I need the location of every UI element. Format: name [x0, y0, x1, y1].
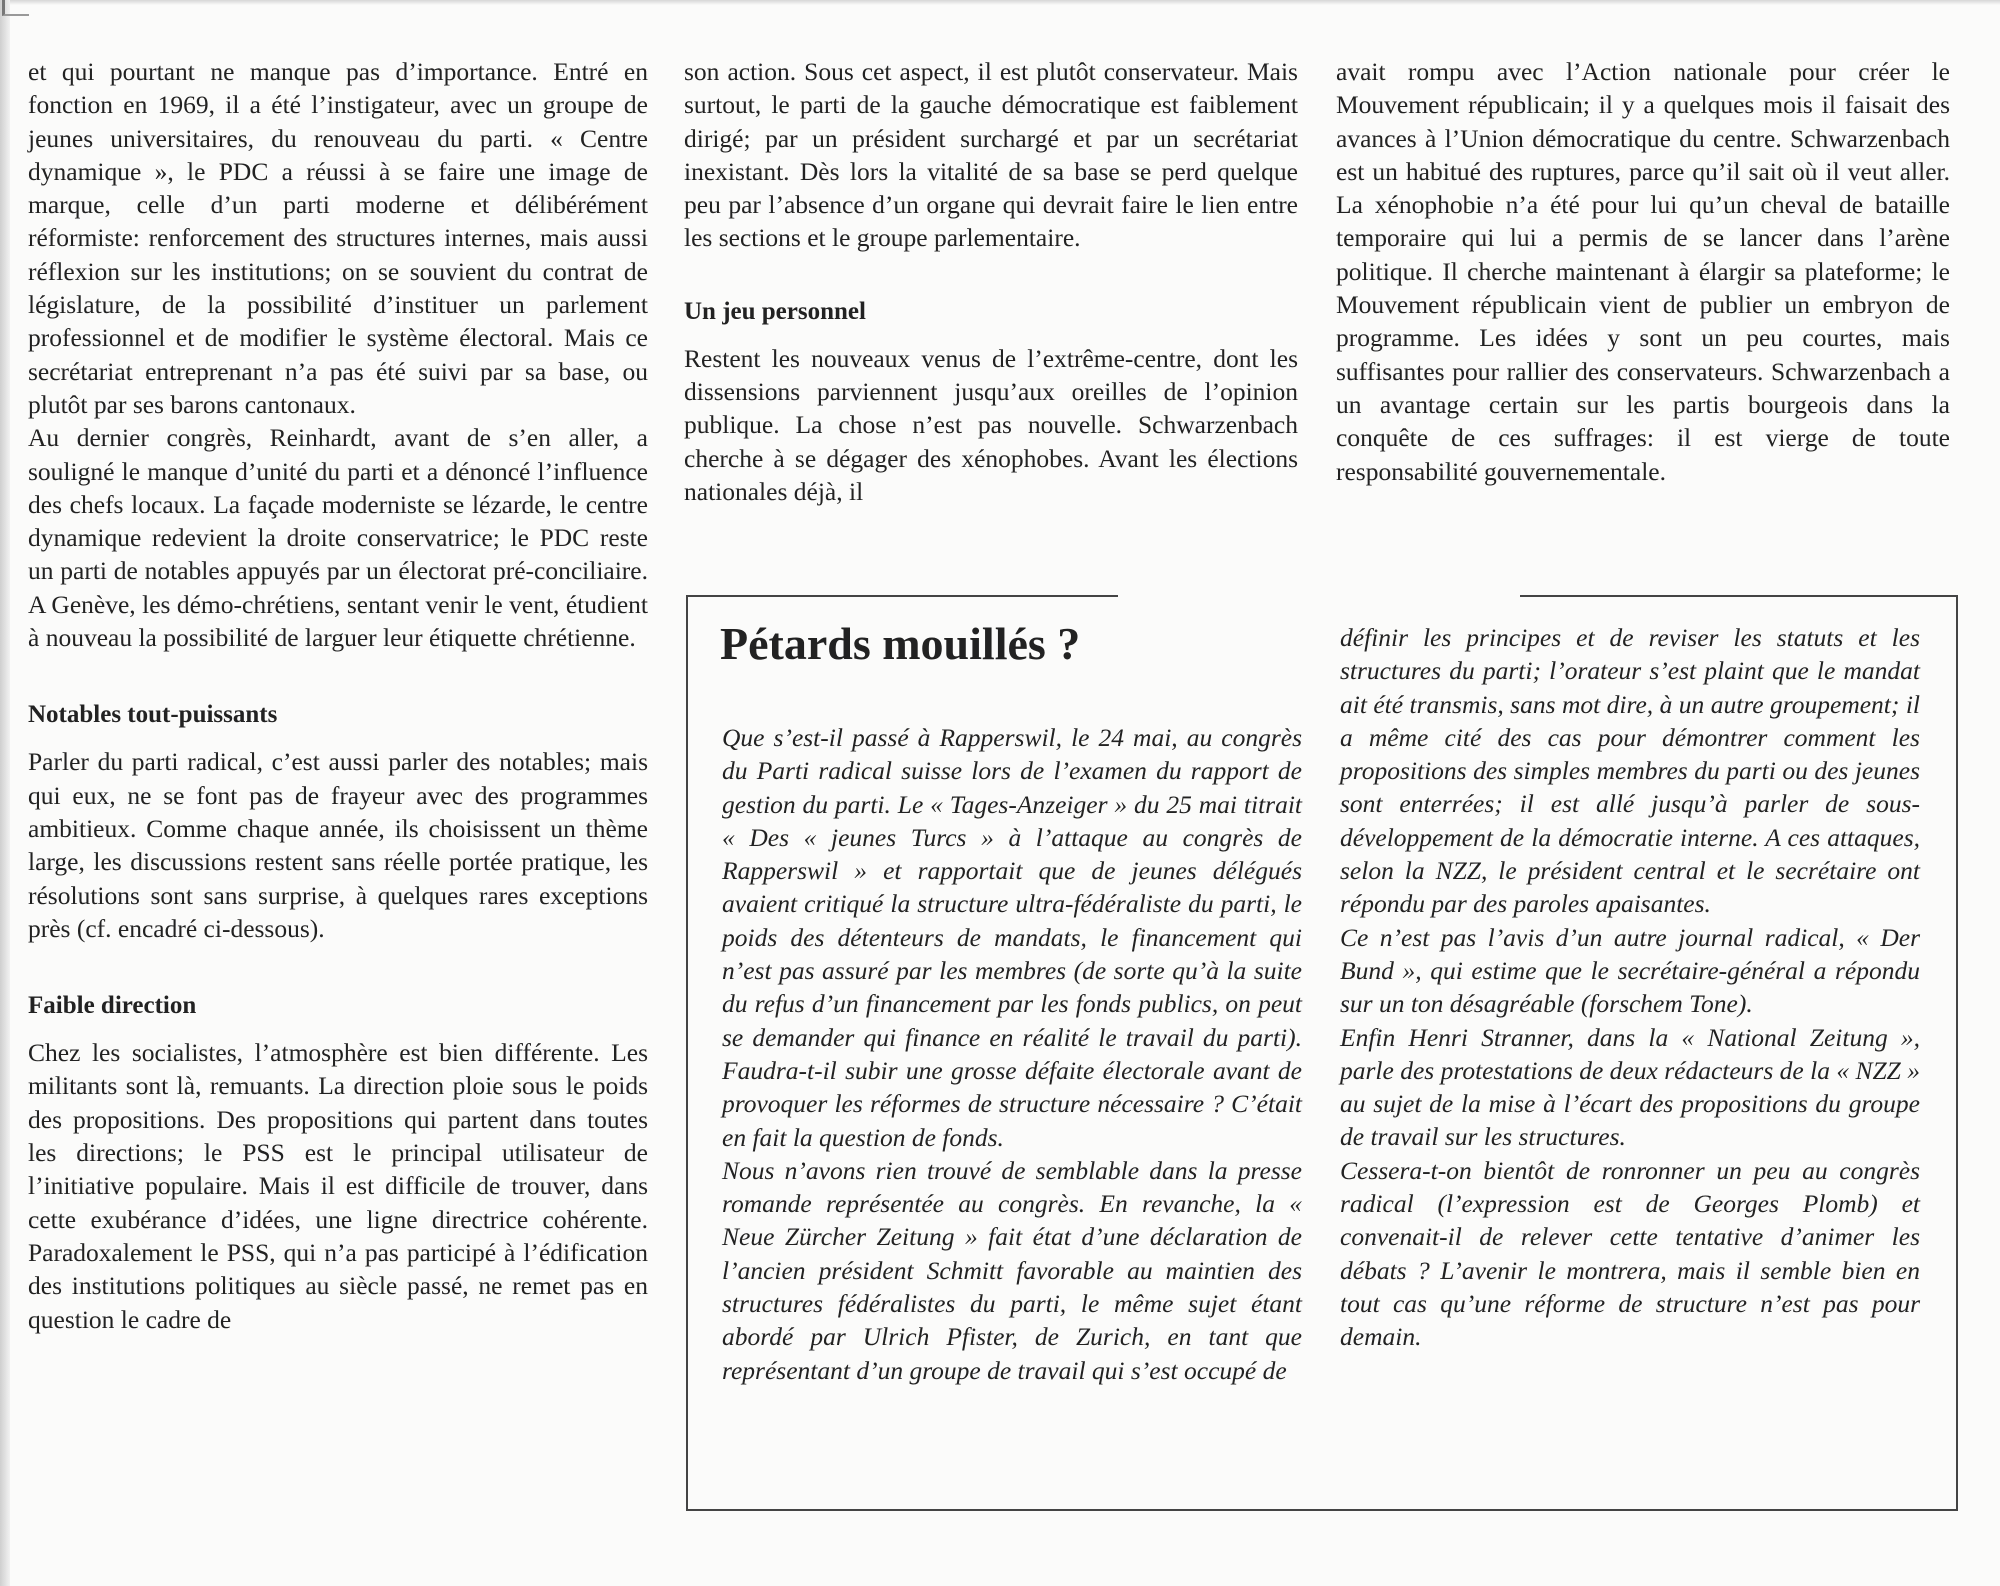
- sidebar-box-column-left: [722, 721, 1302, 1387]
- sidebar-box-title: Pétards mouillés ?: [720, 618, 1081, 669]
- paragraph: et qui pourtant ne manque pas d’importance. Entré en fonction en 1969, il a été l’instigateur, avec un groupe de jeunes universitaires, du renouveau du parti. « Centre dynamique », le PDC a réussi à se faire une image de marque, celle d’un parti moderne et délibérément réformiste: renforcement des structures internes, mais aussi réflexion sur les institutions; on se souvient du contrat de législature, de la possibilité d’instituer un parlement professionnel et de modifier le système électoral. Mais ce secrétariat entreprenant n’a pas été suivi par sa base, ou plutôt par ses barons cantonaux.: [28, 57, 648, 419]
- paragraph: définir les principes et de reviser les statuts et les structures du parti; l’orateur s’est plaint que le mandat ait été transmis, sans mot dire, à un autre groupement; il a même cité des cas pour démontrer comment les propositions des simples membres du parti ou des jeunes sont enterrées; il est allé jusqu’à parler de sous-développement de la démocratie interne. A ces attaques, selon la NZZ, le président central et le secrétaire ont répondu par des paroles apaisantes.: [1340, 623, 1920, 919]
- paragraph: Cessera-t-on bientôt de ronronner un peu au congrès radical (l’expression est de Georges Plomb) et convenait-il de relever cette tentative d’animer les débats ? L’avenir le montrera, mais il semble bien en tout cas qu’une réforme de structure n’est pas pour demain.: [1340, 1155, 1920, 1352]
- article-column-2: [684, 55, 1298, 508]
- paragraph: Chez les socialistes, l’atmosphère est bien différente. Les militants sont là, remuants. La direction ploie sous le poids des propositions. Des propositions qui partent dans toutes les directions; le PSS est le principal utilisateur de l’initiative populaire. Mais il est difficile de trouver, dans cette exubérance d’idées, une ligne directrice cohérente. Paradoxalement le PSS, qui n’a pas participé à l’édification des institutions politiques au siècle passé, ne remet pas en question le cadre de: [28, 1038, 648, 1334]
- paragraph: Parler du parti radical, c’est aussi parler des notables; mais qui eux, ne se font pas de frayeur avec des programmes ambitieux. Comme chaque année, ils choisissent un thème large, les discussions restent sans réelle portée pratique, les résolutions sont sans surprise, à quelques rares exceptions près (cf. encadré ci-dessous).: [28, 747, 648, 943]
- scan-corner-mark: [2, 0, 29, 16]
- article-column-1: [28, 55, 648, 1336]
- paragraph: avait rompu avec l’Action nationale pour créer le Mouvement républicain; il y a quelques mois il faisait des avances à l’Union démocratique du centre. Schwarzenbach est un habitué des ruptures, parce qu’il sait où il veut aller. La xénophobie n’a été pour lui qu’un cheval de bataille temporaire qui lui a permis de se lancer dans l’arène politique. Il cherche maintenant à élargir sa plateforme; le Mouvement républicain vient de publier un embryon de programme. Les idées y sont un peu courtes, mais suffisantes pour rallier des conservateurs. Schwarzenbach a un avantage certain sur les partis bourgeois dans la conquête de ces suffrages: il est vierge de toute responsabilité gouvernementale.: [1336, 57, 1950, 486]
- sidebar-box-top-rule-right: [1520, 595, 1958, 597]
- page-top-edge: [0, 0, 2000, 5]
- paragraph: son action. Sous cet aspect, il est plutôt conservateur. Mais surtout, le parti de la gauche démocratique est faiblement dirigé; par un président surchargé et par un secrétariat inexistant. Dès lors la vitalité de sa base se perd quelque peu par l’absence d’un organe qui devrait faire le lien entre les sections et le groupe parlementaire.: [684, 57, 1298, 253]
- page-left-edge: [0, 0, 10, 1586]
- paragraph: Que s’est-il passé à Rapperswil, le 24 mai, au congrès du Parti radical suisse lors de l’examen du rapport de gestion du parti. Le « Tages-Anzeiger » du 25 mai titrait « Des « jeunes Turcs » à l’attaque au congrès de Rapperswil » et rapportait que de jeunes délégués avaient critiqué la structure ultra-fédéraliste du parti, le poids des détenteurs de mandats, le financement qui n’est pas assuré par les membres (de sorte qu’à la suite du refus d’un financement par les fonds publics, on peut se demander qui finance en réalité le travail du parti). Faudra-t-il subir une grosse défaite électorale avant de provoquer les réformes de structure nécessaire ? C’était en fait la question de fonds.: [722, 723, 1302, 1152]
- section-heading-jeu-personnel: Un jeu personnel: [684, 297, 866, 325]
- paragraph: Ce n’est pas l’avis d’un autre journal radical, « Der Bund », qui estime que le secrétaire-général a répondu sur un ton désagréable (forschem Tone).: [1340, 922, 1920, 1019]
- section-heading-notables: Notables tout-puissants: [28, 701, 278, 729]
- sidebar-box-column-right: [1340, 621, 1920, 1354]
- paragraph: Enfin Henri Stranner, dans la « National Zeitung », parle des protestations de deux rédacteurs de la « NZZ » au sujet de la mise à l’écart des propositions du groupe de travail sur les structures.: [1340, 1022, 1920, 1152]
- paragraph: Nous n’avons rien trouvé de semblable dans la presse romande représentée au congrès. En revanche, la « Neue Zürcher Zeitung » fait état d’une déclaration de l’ancien président Schmitt favorable au maintien des structures fédéralistes du parti, le même sujet étant abordé par Ulrich Pfister, de Zurich, en tant que représentant d’un groupe de travail qui s’est occupé de: [722, 1155, 1302, 1385]
- article-column-3: [1336, 55, 1950, 488]
- paragraph: Au dernier congrès, Reinhardt, avant de s’en aller, a souligné le manque d’unité du parti et a dénoncé l’influence des chefs locaux. La façade moderniste se lézarde, le centre dynamique redevient la droite conservatrice; le PDC reste un parti de notables appuyés par un électorat pré-conciliaire. A Genève, les démo-chrétiens, sentant venir le vent, étudient à nouveau la possibilité de larguer leur étiquette chrétienne.: [28, 423, 648, 653]
- paragraph: Restent les nouveaux venus de l’extrême-centre, dont les dissensions parviennent jusqu’aux oreilles de l’opinion publique. La chose n’est pas nouvelle. Schwarzenbach cherche à se dégager des xénophobes. Avant les élections nationales déjà, il: [684, 343, 1298, 506]
- section-heading-faible-direction: Faible direction: [28, 992, 197, 1020]
- sidebar-box-top-rule-left: [686, 595, 1118, 597]
